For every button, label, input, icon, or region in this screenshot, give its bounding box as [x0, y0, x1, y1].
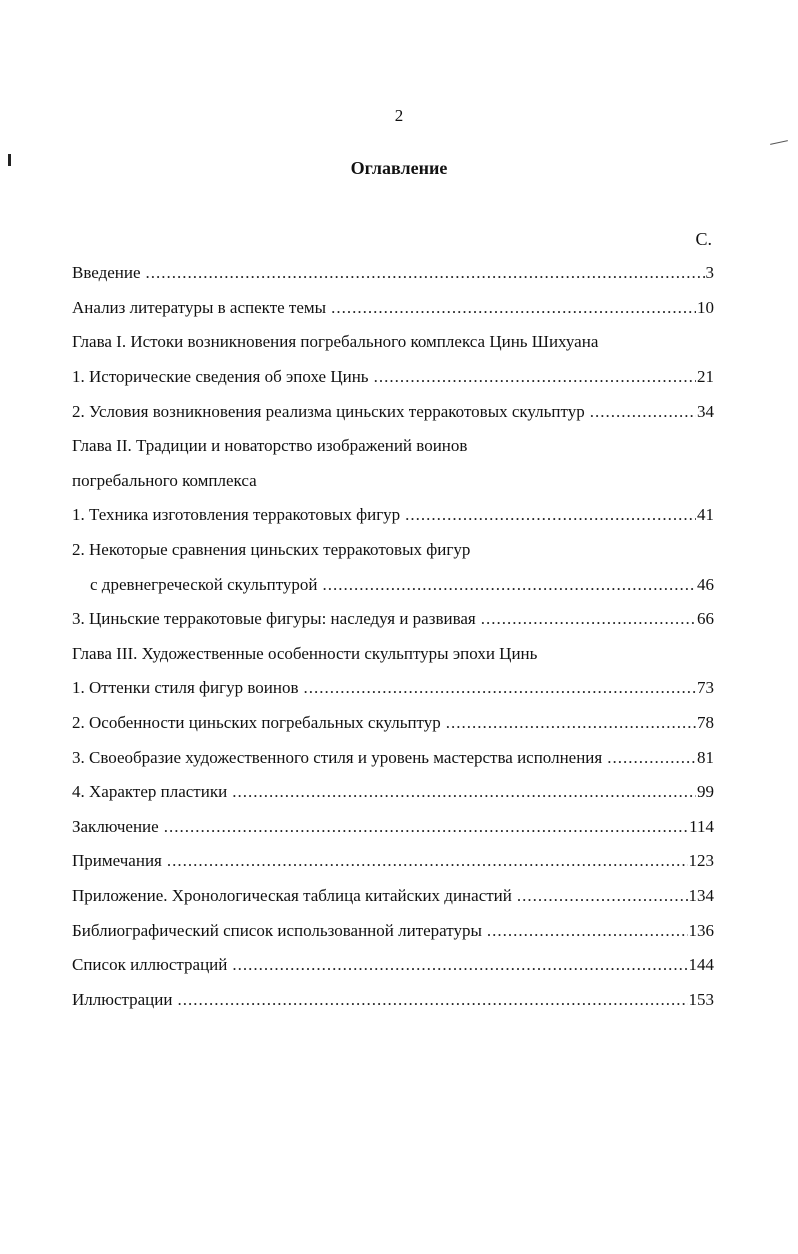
toc-entry-label: Глава III. Художественные особенности скульптуры эпохи Цинь: [72, 643, 538, 663]
toc-entry-page: 41: [697, 505, 714, 525]
toc-entry-label: 3. Циньские терракотовые фигуры: наследуя и развивая: [72, 609, 476, 629]
toc-entry: [72, 671, 714, 706]
toc-entry-label: Библиографический список использованной литературы: [72, 920, 482, 940]
toc-dot-leader: [167, 851, 688, 871]
toc-entry-page: 114: [689, 816, 714, 836]
toc-entry: [72, 394, 714, 429]
toc-entry-label: 2. Некоторые сравнения циньских терракотовых фигур: [72, 540, 471, 560]
toc-entry: [72, 740, 714, 775]
toc-entry-page: 144: [688, 955, 714, 975]
scan-artifact-right: [770, 140, 788, 145]
toc-dot-leader: [303, 678, 696, 698]
toc-entry-label: Глава II. Традиции и новаторство изображений воинов: [72, 436, 468, 456]
toc-entry-page: 3: [705, 263, 714, 283]
page-column-header: С.: [695, 229, 712, 249]
toc-entry: [72, 637, 714, 672]
toc-dot-leader: [487, 921, 688, 941]
toc-entry-label: 1. Оттенки стиля фигур воинов: [72, 678, 299, 698]
toc-dot-leader: [177, 990, 687, 1010]
toc-dot-leader: [374, 367, 696, 387]
toc-entry-page: 46: [697, 574, 714, 594]
toc-entry-label: 4. Характер пластики: [72, 782, 228, 802]
toc-dot-leader: [481, 609, 696, 629]
toc-dot-leader: [517, 886, 688, 906]
toc-entry-page: 78: [697, 713, 714, 733]
toc-entry-page: 81: [697, 747, 714, 767]
toc-entry: [72, 602, 714, 637]
toc-entry-page: 21: [697, 367, 714, 387]
toc-entry-label: 1. Исторические сведения об эпохе Цинь: [72, 367, 369, 387]
toc-entry-label: Заключение: [72, 816, 159, 836]
toc-entry-page: 136: [688, 920, 714, 940]
toc-dot-leader: [590, 402, 696, 422]
toc-dot-leader: [232, 955, 687, 975]
toc-entry: [72, 844, 714, 879]
toc-entry: [72, 498, 714, 533]
toc-entry: [72, 533, 714, 568]
toc-dot-leader: [405, 505, 696, 525]
toc-entry: [72, 913, 714, 948]
toc-entry-label: Анализ литературы в аспекте темы: [72, 297, 327, 317]
toc-entry-label: Приложение. Хронологическая таблица китайских династий: [72, 885, 512, 905]
page-number: 2: [394, 106, 404, 125]
toc-entry: [72, 429, 714, 464]
toc-entry: [72, 291, 714, 326]
toc-entry: [72, 567, 714, 602]
toc-entry-label: 1. Техника изготовления терракотовых фигур: [72, 505, 401, 525]
toc-dot-leader: [607, 748, 696, 768]
toc-entry: [72, 775, 714, 810]
toc-entry-page: 66: [697, 609, 714, 629]
table-of-contents: [72, 256, 714, 1017]
toc-entry-label: 2. Особенности циньских погребальных скульптур: [72, 713, 441, 733]
toc-dot-leader: [446, 713, 696, 733]
toc-dot-leader: [331, 298, 696, 318]
toc-entry-label: Список иллюстраций: [72, 955, 228, 975]
toc-entry-label: погребального комплекса: [72, 470, 257, 490]
toc-entry-label: Иллюстрации: [72, 989, 173, 1009]
toc-entry: [72, 810, 714, 845]
toc-entry-page: 134: [688, 885, 714, 905]
page-title: Оглавление: [350, 158, 448, 178]
toc-entry-page: 34: [697, 401, 714, 421]
toc-entry-page: 73: [697, 678, 714, 698]
toc-entry: [72, 325, 714, 360]
toc-entry-page: 123: [688, 851, 714, 871]
toc-entry: [72, 464, 714, 499]
toc-dot-leader: [164, 817, 688, 837]
toc-entry-label: 2. Условия возникновения реализма циньских терракотовых скульптур: [72, 401, 585, 421]
toc-entry: [72, 706, 714, 741]
toc-entry-label: Глава I. Истоки возникновения погребального комплекса Цинь Шихуана: [72, 332, 599, 352]
toc-entry-page: 10: [697, 297, 714, 317]
toc-entry-page: 153: [688, 989, 714, 1009]
toc-dot-leader: [232, 782, 696, 802]
toc-entry: [72, 879, 714, 914]
toc-entry: [72, 256, 714, 291]
toc-dot-leader: [146, 263, 705, 283]
toc-entry-label: Введение: [72, 263, 141, 283]
toc-entry: [72, 948, 714, 983]
toc-entry-label: 3. Своеобразие художественного стиля и уровень мастерства исполнения: [72, 747, 603, 767]
toc-entry-label: с древнегреческой скульптурой: [90, 574, 318, 594]
toc-dot-leader: [323, 575, 696, 595]
toc-entry: [72, 982, 714, 1017]
toc-entry: [72, 360, 714, 395]
toc-entry-page: 99: [697, 782, 714, 802]
toc-entry-label: Примечания: [72, 851, 162, 871]
